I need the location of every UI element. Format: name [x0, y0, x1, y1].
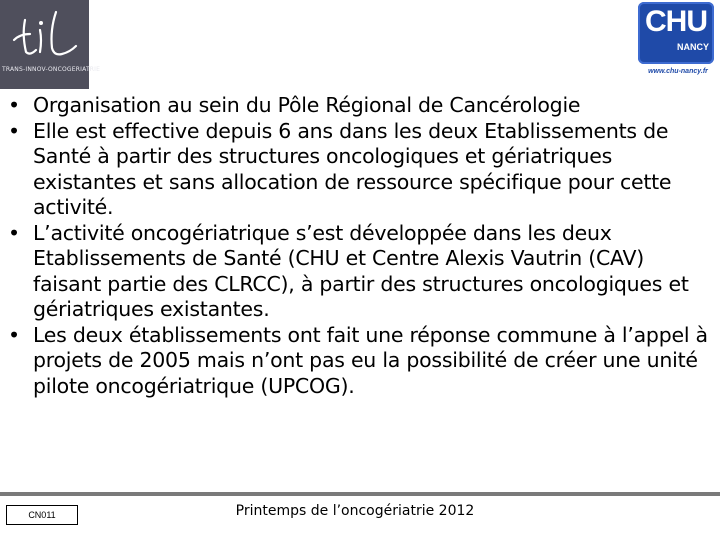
til-logo — [0, 0, 101, 89]
til-logo-icon — [0, 0, 89, 66]
chu-logo-city: NANCY — [676, 42, 709, 52]
bullet-item: • Elle est effective depuis 6 ans dans les deux Etablissements de Santé à partir des structures oncologiques et gériatriques existantes et sans allocation de ressource spécifique pour cette activité. — [8, 119, 714, 221]
bullet-item: • Organisation au sein du Pôle Régional de Cancérologie — [8, 93, 714, 119]
chu-logo-name: CHU — [645, 5, 707, 38]
chu-logo-url: www.chu-nancy.fr — [648, 68, 708, 75]
bullet-list — [8, 93, 714, 399]
footer-title: Printemps de l’oncogériatrie 2012 — [235, 503, 475, 519]
chu-nancy-logo — [632, 0, 720, 82]
footer-code: CN011 — [6, 505, 78, 525]
bullet-item: • Les deux établissements ont fait une réponse commune à l’appel à projets de 2005 mais n’ont pas eu la possibilité de créer une unité pilote oncogériatrique (UPCOG). — [8, 323, 714, 400]
bullet-item: • L’activité oncogériatrique s’est développée dans les deux Etablissements de Santé (CHU et Centre Alexis Vautrin (CAV) faisant partie des CLRCC), à partir des structures oncologiques et gériatriques existantes. — [8, 221, 714, 323]
til-tagline: TRANS-INNOV-ONCOGERIATRIE — [2, 66, 101, 73]
chu-logo-box — [638, 2, 714, 64]
footer-divider — [0, 492, 720, 496]
